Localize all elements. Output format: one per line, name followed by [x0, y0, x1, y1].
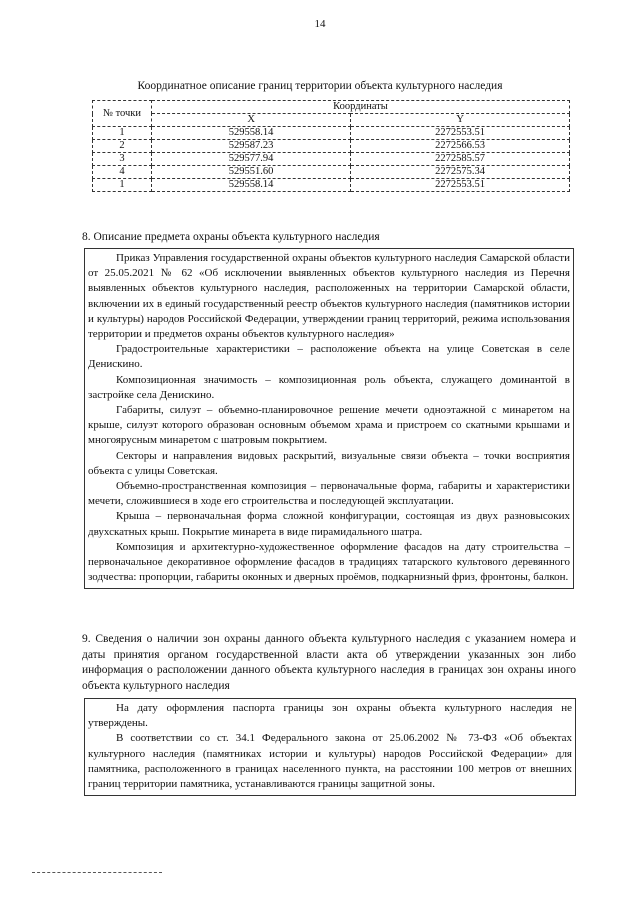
- x-value: 529558.14: [152, 179, 351, 192]
- paragraph: В соответствии со ст. 34.1 Федерального закона от 25.06.2002 № 73-ФЗ «Об объектах культурного наследия (памятниках истории и культуры) народов Российской Федерации» для памятника, расположенного в границах населенного пункта, на расстоянии 100 метров от внешних границ территории памятника, устанавливаются границы защитной зоны.: [88, 732, 572, 791]
- paragraph: Габариты, силуэт – объемно-планировочное решение мечети одноэтажной с минаретом на крыше, силуэт которого образован основным объемом храма и пристроем со скатными крышами и многоярусным минаретом с шатровым покрытием.: [88, 404, 570, 447]
- paragraph: Приказ Управления государственной охраны объектов культурного наследия Самарской области от 25.05.2021 № 62 «Об исключении выявленных объектов культурного наследия из Перечня выявленных объектов культурного наследия, расположенных на территории Самарской области, включении их в единый государственный реестр объектов культурного наследия (памятников истории и культуры) народов Российской Федерации, утверждении границ территорий, режима использования территории и предметов охраны объектов культурного наследия»: [88, 252, 570, 341]
- paragraph: Секторы и направления видовых раскрытий, визуальные связи объекта – точки восприятия объекта с улицы Советская.: [88, 449, 570, 477]
- x-value: 529577.94: [152, 153, 351, 166]
- y-value: 2272585.57: [351, 153, 570, 166]
- coordinate-table: [92, 100, 570, 192]
- y-value: 2272566.53: [351, 140, 570, 153]
- section-9-box: [84, 698, 576, 796]
- section-9-heading: 9. Сведения о наличии зон охраны данного объекта культурного наследия с указанием номера и даты принятия органом государственной власти акта об утверждении указанных зон либо информация о расположении данного объекта культурного наследия в границах зон охраны иного объекта культурного наследия: [82, 633, 576, 692]
- header-coordinates: Координаты: [152, 101, 570, 114]
- x-value: 529587.23: [152, 140, 351, 153]
- table-row: [93, 127, 570, 140]
- section-8-box: [84, 248, 574, 589]
- point-number: 2: [93, 140, 152, 153]
- point-number: 4: [93, 166, 152, 179]
- paragraph: Композиционная значимость – композиционная роль объекта, служащего доминантой в застройке села Денискино.: [88, 373, 570, 401]
- paragraph: Композиция и архитектурно-художественное оформление фасадов на дату строительства – первоначальное декоративное оформление фасадов в традициях татарского культового деревянного зодчества: пропорции, габариты оконных и дверных проёмов, подкарнизный фриз, фронтоны, балкон.: [88, 540, 570, 584]
- y-value: 2272575.34: [351, 166, 570, 179]
- header-point-number: № точки: [93, 101, 152, 127]
- coordinate-table-title: Координатное описание границ территории объекта культурного наследия: [137, 80, 503, 92]
- y-value: 2272553.51: [351, 179, 570, 192]
- y-value: 2272553.51: [351, 127, 570, 140]
- section-8-heading: 8. Описание предмета охраны объекта культурного наследия: [82, 231, 380, 243]
- table-row: [93, 179, 570, 192]
- paragraph: На дату оформления паспорта границы зон охраны объекта культурного наследия не утверждены.: [88, 702, 572, 730]
- table-row: [93, 166, 570, 179]
- point-number: 1: [93, 127, 152, 140]
- table-row: [93, 140, 570, 153]
- x-value: 529558.14: [152, 127, 351, 140]
- paragraph: Крыша – первоначальная форма сложной конфигурации, состоящая из двух разновысоких двухскатных крыш. Покрытие минарета в виде пирамидального шатра.: [88, 510, 570, 538]
- header-x: X: [152, 114, 351, 127]
- header-y: Y: [351, 114, 570, 127]
- point-number: 1: [93, 179, 152, 192]
- footer-divider: [32, 872, 162, 873]
- point-number: 3: [93, 153, 152, 166]
- paragraph: Градостроительные характеристики – расположение объекта на улице Советская в селе Денискино.: [88, 343, 570, 371]
- paragraph: Объемно-пространственная композиция – первоначальные форма, габариты и характеристики мечети, сложившиеся в ходе его строительства и последующей эксплуатации.: [88, 480, 570, 508]
- table-row: [93, 153, 570, 166]
- page-number: 14: [314, 18, 326, 30]
- x-value: 529551.60: [152, 166, 351, 179]
